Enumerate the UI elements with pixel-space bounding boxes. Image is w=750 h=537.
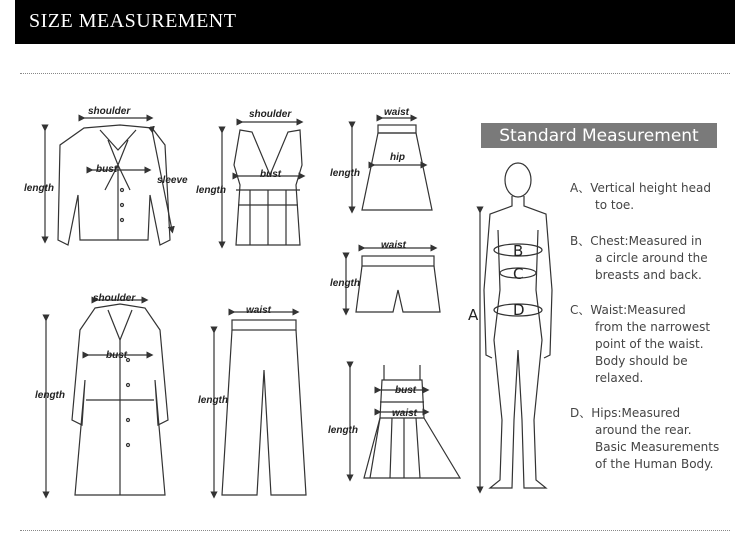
standard-measurement-banner <box>481 123 717 148</box>
tank-bust-label: bust <box>260 169 282 180</box>
body-letter-c: C <box>513 265 524 283</box>
skirt-drawing <box>352 118 432 210</box>
note-hips <box>570 405 740 473</box>
note-line: around the rear. <box>595 423 692 437</box>
pants-length-label: length <box>198 395 228 406</box>
note-line: A、Vertical height head <box>570 181 711 195</box>
note-line: a circle around the <box>595 251 708 265</box>
blouse-bust-label: bust <box>96 164 118 175</box>
standard-measurement-title: Standard Measurement <box>499 126 699 146</box>
tank-drawing <box>222 122 302 245</box>
body-letter-a: A <box>468 306 479 324</box>
dress-bust-label: bust <box>395 385 417 396</box>
note-height <box>570 180 740 214</box>
skirt-waist-label: waist <box>384 107 410 118</box>
note-line: breasts and back. <box>595 268 702 282</box>
note-line: C、Waist:Measured <box>570 303 686 317</box>
shorts-length-label: length <box>330 278 360 289</box>
note-line: of the Human Body. <box>595 457 714 471</box>
tank-length-label: length <box>196 185 226 196</box>
coat-length-label: length <box>35 390 65 401</box>
dress-length-label: length <box>328 425 358 436</box>
skirt-hip-label: hip <box>390 152 405 163</box>
blouse-sleeve-label: sleeve <box>157 175 188 186</box>
dress-waist-label: waist <box>392 408 418 419</box>
blouse-shoulder-label: shoulder <box>88 106 131 117</box>
blouse-length-label: length <box>24 183 54 194</box>
note-line: point of the waist. <box>595 337 704 351</box>
dress-drawing <box>350 365 460 478</box>
note-line: Body should be <box>595 354 688 368</box>
coat-bust-label: bust <box>106 350 128 361</box>
coat-shoulder-label: shoulder <box>93 293 136 304</box>
skirt-length-label: length <box>330 168 360 179</box>
note-line: to toe. <box>595 198 635 212</box>
note-line: from the narrowest <box>595 320 711 334</box>
human-body-figure <box>480 163 552 490</box>
note-line: Basic Measurements <box>595 440 720 454</box>
shorts-drawing <box>346 248 440 312</box>
body-letter-d: D <box>513 301 525 319</box>
shorts-waist-label: waist <box>381 240 407 251</box>
blouse-drawing <box>45 118 172 245</box>
note-line: D、Hips:Measured <box>570 406 681 420</box>
tank-shoulder-label: shoulder <box>249 109 292 120</box>
note-line: relaxed. <box>595 371 644 385</box>
note-waist <box>570 302 740 387</box>
note-line: B、Chest:Measured in <box>570 234 702 248</box>
body-letter-b: B <box>513 242 524 260</box>
note-chest <box>570 233 740 284</box>
pants-waist-label: waist <box>246 305 272 316</box>
page-title: SIZE MEASUREMENT <box>29 10 237 32</box>
